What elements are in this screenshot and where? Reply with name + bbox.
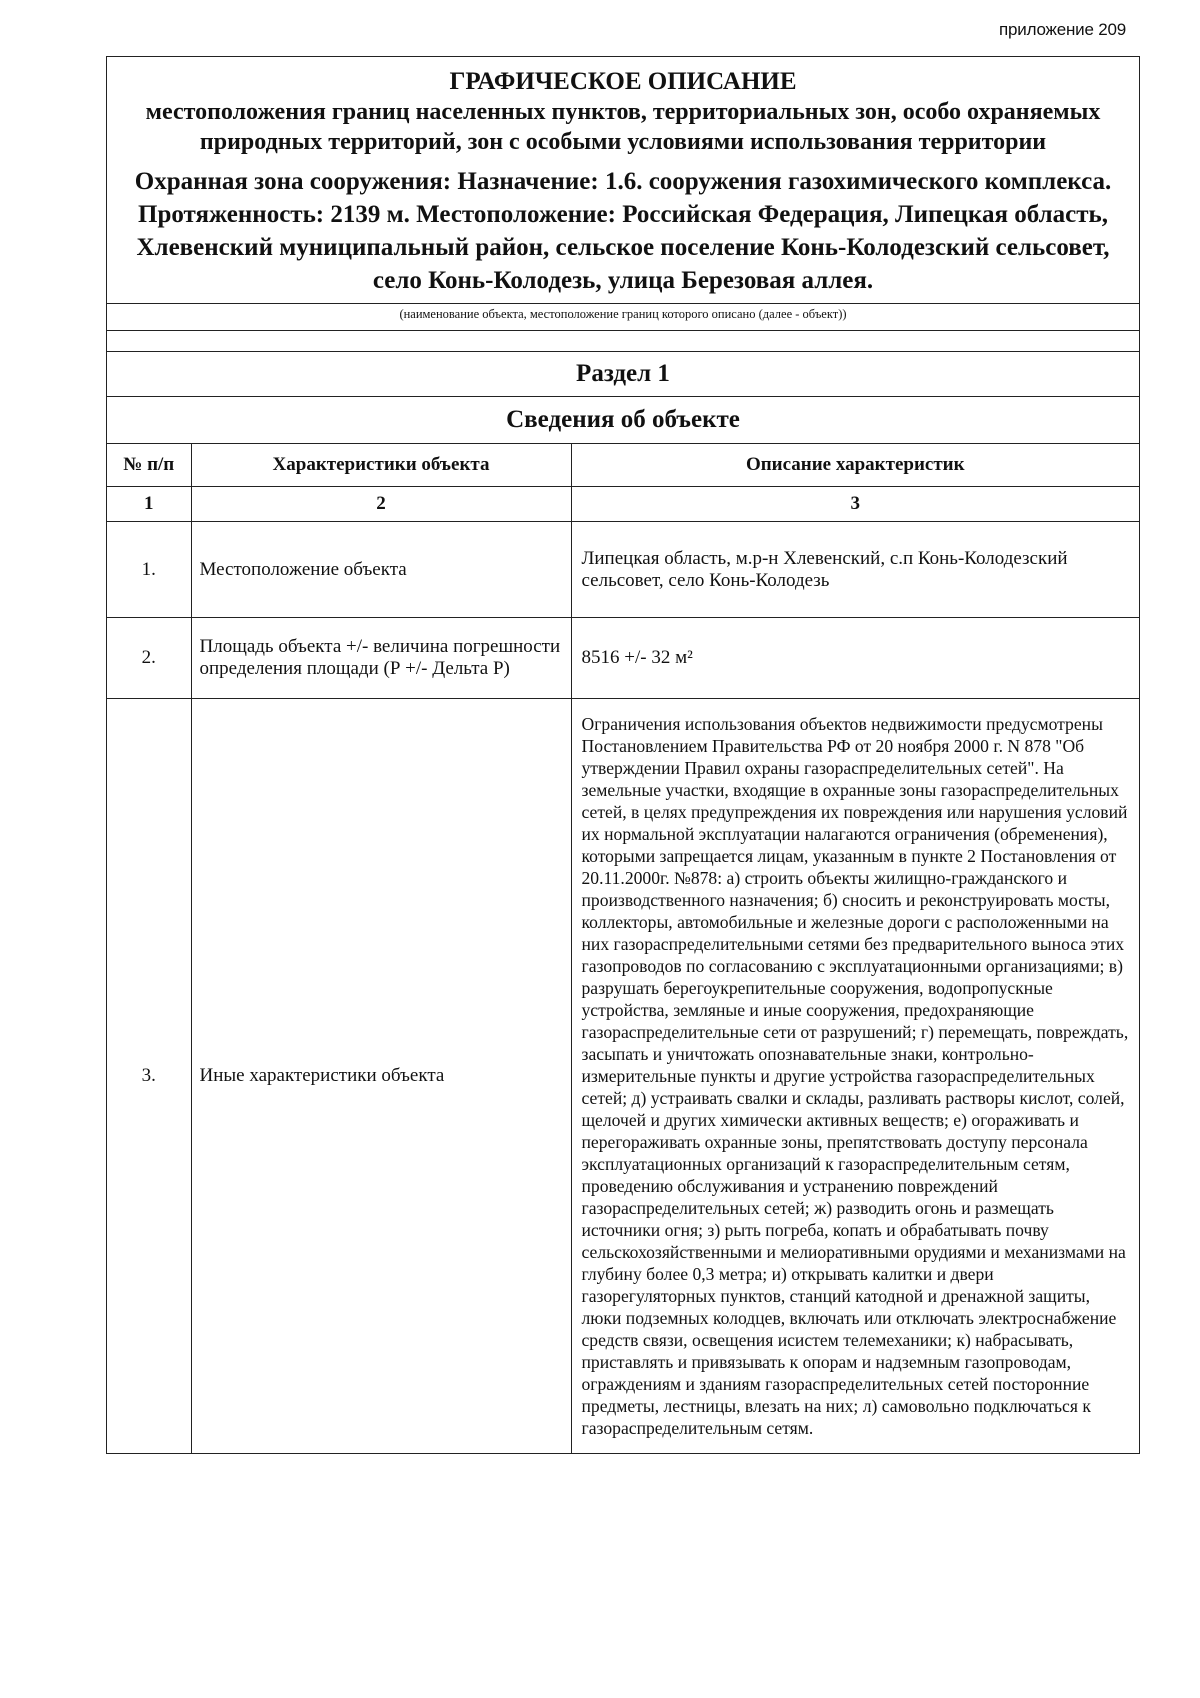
row-index: 3.: [107, 699, 191, 1454]
spacer-row: [107, 331, 1139, 352]
row-description: Ограничения использования объектов недвижимости предусмотрены Постановлением Правительства РФ от 20 ноября 2000 г. N 878 "Об утверждении Правил охраны газораспределительных сетей". На земельные участки, входящие в охранные зоны газораспределительных сетей, в целях предупреждения их повреждения или нарушения условий их нормальной эксплуатации налагаются ограничения (обременения), которыми запрещается лицам, указанным в пункте 2 Постановления от 20.11.2000г. №878: а) строить объекты жилищно-гражданского и производственного назначения; б) сносить и реконструировать мосты, коллекторы, автомобильные и железные дороги с расположенными на них газораспределительными сетями без предварительного выноса этих газопроводов по согласованию с эксплуатационными организациями; в) разрушать берегоукрепительные сооружения, водопропускные устройства, земляные и иные сооружения, предохраняющие газораспределительные сети от разрушений; г) перемещать, повреждать, засыпать и уничтожать опознавательные знаки, контрольно-измерительные пункты и другие устройства газораспределительных сетей; д) устраивать свалки и склады, разливать растворы кислот, солей, щелочей и других химически активных веществ; е) огораживать и перегораживать охранные зоны, препятствовать доступу персонала эксплуатационных организаций к газораспределительным сетям, проведению обслуживания и устранению повреждений газораспределительных сетей; ж) разводить огонь и размещать источники огня; з) рыть погреба, копать и обрабатывать почву сельскохозяйственными и мелиоративными орудиями и механизмами на глубину более 0,3 метра; и) открывать калитки и двери газорегуляторных пунктов, станций катодной и дренажной защиты, люки подземных колодцев, включать или отключать электроснабжение средств связи, освещения исистем телемеханики; к) набрасывать, приставлять и привязывать к опорам и надземным газопроводам, ограждениям и зданиям газораспределительных сетей посторонние предметы, лестницы, влезать на них; л) самовольно подключаться к газораспределительным сетям.: [571, 699, 1139, 1454]
column-number: 3: [571, 487, 1139, 522]
column-number: 2: [191, 487, 571, 522]
column-header-characteristic: Характеристики объекта: [191, 444, 571, 487]
table-row: [107, 618, 1139, 699]
object-name-hint: (наименование объекта, местоположение границ которого описано (далее - объект)): [107, 304, 1139, 331]
document-frame: [106, 56, 1140, 1454]
document-subtitle: местоположения границ населенных пунктов, территориальных зон, особо охраняемых природных территорий, зон с особыми условиями использования территории: [145, 99, 1101, 155]
row-description: 8516 +/- 32 м²: [571, 618, 1139, 699]
row-description: Липецкая область, м.р-н Хлевенский, с.п Конь-Колодезский сельсовет, село Конь-Колодезь: [571, 522, 1139, 618]
row-index: 1.: [107, 522, 191, 618]
column-header-description: Описание характеристик: [571, 444, 1139, 487]
row-characteristic: Местоположение объекта: [191, 522, 571, 618]
table-row: [107, 522, 1139, 618]
row-index: 2.: [107, 618, 191, 699]
object-name: Охранная зона сооружения: Назначение: 1.6. сооружения газохимического комплекса. Протяженность: 2139 м. Местоположение: Российская Федерация, Липецкая область, Хлевенский муниципальный район, сельское поселение Конь-Колодезский сельсовет, село Конь-Колодезь, улица Березовая аллея.: [134, 168, 1112, 294]
section-title: Раздел 1: [107, 352, 1139, 397]
table-row: [107, 699, 1139, 1454]
document-title: ГРАФИЧЕСКОЕ ОПИСАНИЕ: [449, 68, 797, 95]
column-number: 1: [107, 487, 191, 522]
object-info-title: Сведения об объекте: [107, 397, 1139, 444]
row-characteristic: Иные характеристики объекта: [191, 699, 571, 1454]
characteristics-table: [107, 444, 1139, 1454]
title-block: [107, 57, 1139, 304]
column-number-row: [107, 487, 1139, 522]
table-header-row: [107, 444, 1139, 487]
row-characteristic: Площадь объекта +/- величина погрешности определения площади (Р +/- Дельта Р): [191, 618, 571, 699]
appendix-label: приложение 209: [999, 20, 1126, 39]
column-header-number: № п/п: [107, 444, 191, 487]
